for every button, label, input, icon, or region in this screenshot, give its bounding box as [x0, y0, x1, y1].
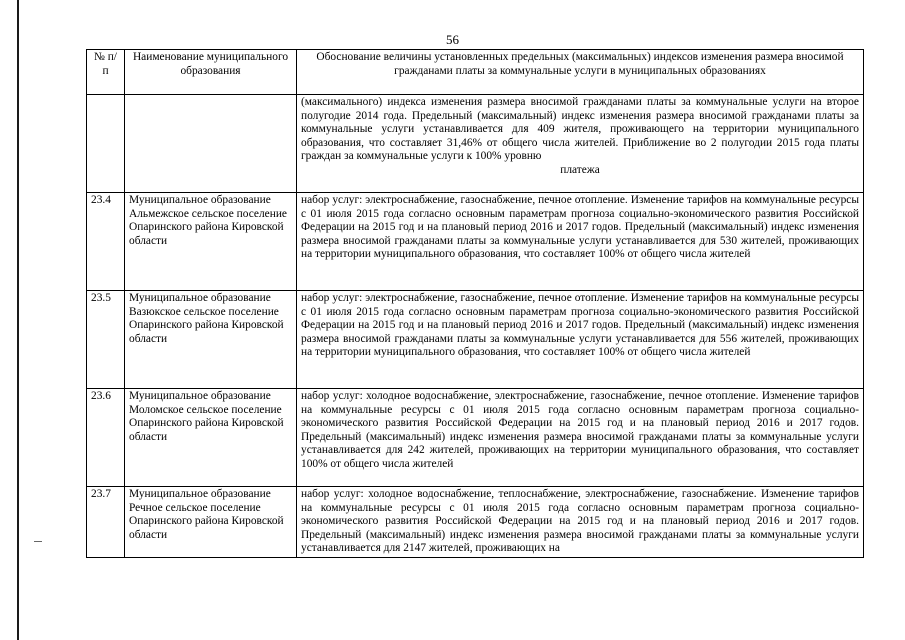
row-name: Муниципальное образование Речное сельское поселение Опаринского района Кировской области [125, 487, 297, 558]
table-row [87, 193, 864, 291]
row-name [125, 95, 297, 193]
scan-binding-edge [17, 0, 19, 640]
row-text: набор услуг: электроснабжение, газоснабжение, печное отопление. Изменение тарифов на коммунальные ресурсы с 01 июля 2015 года согласно основным параметрам прогноза социально-экономического развития Российской Федерации на 2015 год и на плановый период 2016 и 2017 годов. Предельный (максимальный) индекс изменения размера вносимой гражданами платы за коммунальные услуги устанавливается для 530 жителей, проживающих на территории муниципального образования, что составляет 100% от общего числа жителей [297, 193, 864, 291]
row-text-body: (максимального) индекса изменения размера вносимой гражданами платы за коммунальные услуги на второе полугодие 2014 года. Предельный (максимальный) индекс изменения размера вносимой гражданами платы за коммунальные услуги устанавливается для 409 жителя, проживающего на территории муниципального образования, что составляет 31,46% от общего числа жителей. Приближение во 2 полугодии 2015 года платы граждан за коммунальные услуги к 100% уровню [301, 96, 859, 162]
tariff-index-table [86, 49, 864, 558]
row-text: набор услуг: холодное водоснабжение, теплоснабжение, электроснабжение, газоснабжение. Изменение тарифов на коммунальные ресурсы с 01 июля 2015 года согласно основным параметрам прогноза социально-экономического развития Российской Федерации на 2015 год и на плановый период 2016 и 2017 годов. Предельный (максимальный) индекс изменения размера вносимой гражданами платы за коммунальные услуги устанавливается для 2147 жителей, проживающих на [297, 487, 864, 558]
table-header-row [87, 50, 864, 95]
row-num: 23.4 [87, 193, 125, 291]
row-name: Муниципальное образование Моломское сельское поселение Опаринского района Кировской области [125, 389, 297, 487]
row-num: 23.7 [87, 487, 125, 558]
table-row [87, 291, 864, 389]
row-num: 23.6 [87, 389, 125, 487]
scan-mark [34, 541, 42, 542]
row-text: набор услуг: электроснабжение, газоснабжение, печное отопление. Изменение тарифов на коммунальные ресурсы с 01 июля 2015 года согласно основным параметрам прогноза социально-экономического развития Российской Федерации на 2015 год и на плановый период 2016 и 2017 годов. Предельный (максимальный) индекс изменения размера вносимой гражданами платы за коммунальные услуги устанавливается для 556 жителей, проживающих на территории муниципального образования, что составляет 100% от общего числа жителей [297, 291, 864, 389]
table-row-continuation [87, 95, 864, 193]
row-text-tail: платежа [560, 163, 600, 176]
row-text [297, 95, 864, 193]
header-name: Наименование муниципального образования [125, 50, 297, 95]
row-num [87, 95, 125, 193]
header-basis: Обоснование величины установленных предельных (максимальных) индексов изменения размера вносимой гражданами платы за коммунальные услуги в муниципальных образованиях [297, 50, 864, 95]
header-num: № п/п [87, 50, 125, 95]
row-name: Муниципальное образование Вазюкское сельское поселение Опаринского района Кировской области [125, 291, 297, 389]
row-name: Муниципальное образование Альмежское сельское поселение Опаринского района Кировской области [125, 193, 297, 291]
row-text: набор услуг: холодное водоснабжение, электроснабжение, газоснабжение, печное отопление. Изменение тарифов на коммунальные ресурсы с 01 июля 2015 года согласно основным параметрам прогноза социально-экономического развития Российской Федерации на 2015 год и на плановый период 2016 и 2017 годов. Предельный (максимальный) индекс изменения размера вносимой гражданами платы за коммунальные услуги устанавливается для 242 жителей, проживающих на территории муниципального образования, что составляет 100% от общего числа жителей [297, 389, 864, 487]
table-row [87, 487, 864, 558]
page-number: 56 [446, 32, 459, 47]
row-num: 23.5 [87, 291, 125, 389]
table-row [87, 389, 864, 487]
